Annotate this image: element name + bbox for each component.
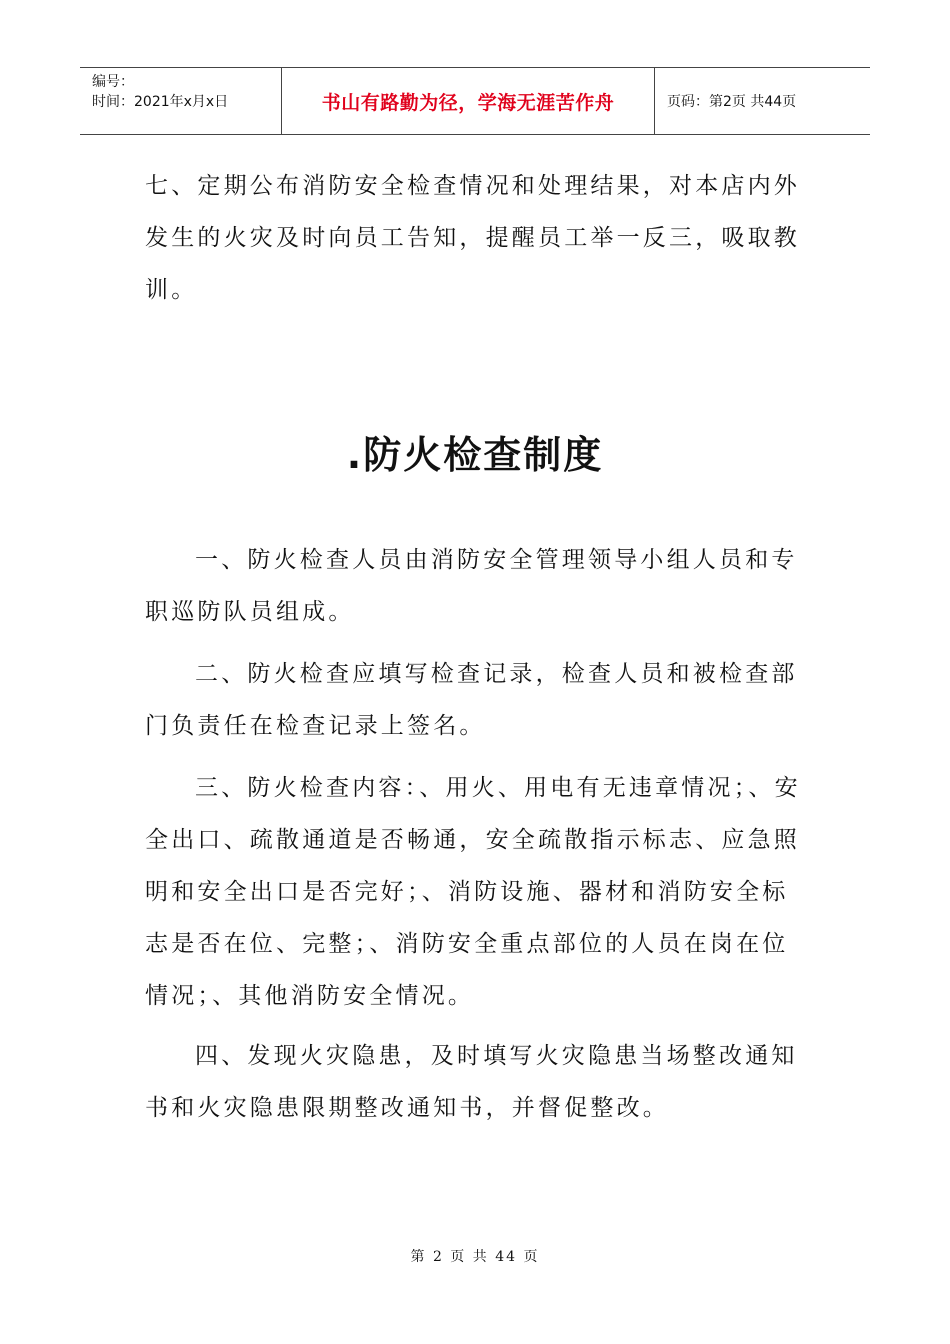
paragraph-three: 三、防火检查内容：、用火、用电有无违章情况；、安全出口、疏散通道是否畅通，安全疏散指示标志、应急照明和安全出口是否完好；、消防设施、器材和消防安全标志是否在位、完整；、消防安全重点部位的人员在岗在位情况；、其他消防安全情况。 bbox=[145, 775, 801, 1009]
header-page-info: 页码：第2页 共44页 bbox=[667, 94, 797, 110]
paragraph-four: 四、发现火灾隐患，及时填写火灾隐患当场整改通知书和火灾隐患限期整改通知书，并督促整改。 bbox=[145, 1043, 798, 1121]
paragraph-two: 二、防火检查应填写检查记录，检查人员和被检查部门负责任在检查记录上签名。 bbox=[145, 661, 798, 739]
serial-number-label: 编号： bbox=[92, 74, 134, 90]
paragraph-seven: 七、定期公布消防安全检查情况和处理结果，对本店内外发生的火灾及时向员工告知，提醒员工举一反三，吸取教训。 bbox=[145, 173, 800, 303]
page-footer: 第 2 页 共 44 页 bbox=[410, 1249, 540, 1265]
header-meta bbox=[80, 68, 282, 134]
date-label: 时间：2021年x月x日 bbox=[92, 94, 229, 110]
document-header bbox=[80, 67, 870, 135]
paragraph-one: 一、防火检查人员由消防安全管理领导小组人员和专职巡防队员组成。 bbox=[145, 547, 798, 625]
header-motto: 书山有路勤为径，学海无涯苦作舟 bbox=[282, 68, 655, 134]
section-title: .防火检查制度 bbox=[346, 433, 604, 477]
